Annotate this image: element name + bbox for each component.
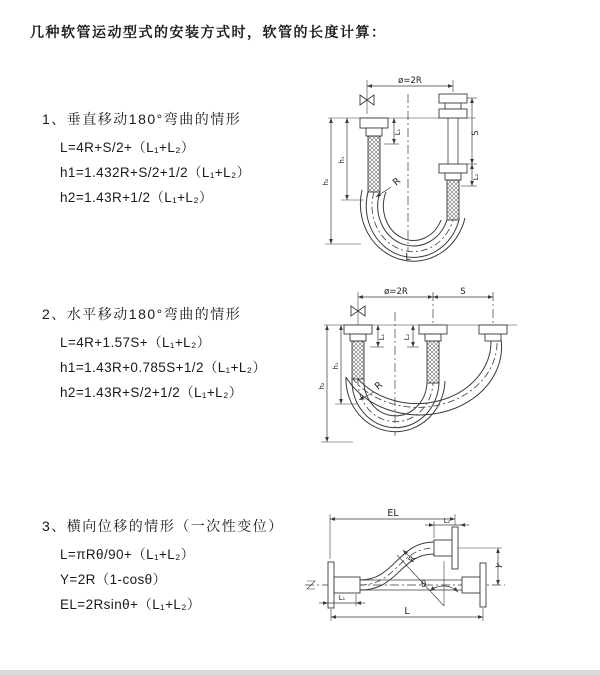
dim-label-l2: L₂: [443, 517, 451, 525]
section-3: [42, 518, 284, 622]
section-1: [42, 111, 251, 215]
diagram-lateral-displacement: [297, 503, 597, 653]
dim-label-h1: h₁: [338, 156, 346, 164]
dim-label-h1: h₁: [332, 362, 340, 370]
dim-label-l1: L₁: [378, 333, 386, 341]
dim-label-span: ø=2R: [398, 76, 422, 86]
page-title: 几种软管运动型式的安装方式时，软管的长度计算：: [30, 24, 387, 40]
diagram-linework: [321, 292, 517, 442]
dim-label-h2: h₂: [318, 382, 326, 390]
braided-hose-section: [352, 341, 364, 379]
dim-label-h2: h₂: [322, 178, 330, 186]
diagram-linework: [325, 80, 477, 261]
dim-label-el: EL: [387, 508, 399, 519]
dim-label-l2: L₂: [403, 333, 411, 341]
formula-line: EL=2Rsinθ+（L₁+L₂）: [60, 597, 201, 612]
formula-line: L=4R+S/2+（L₁+L₂）: [60, 140, 195, 155]
section-1-heading: 1、垂直移动180°弯曲的情形: [42, 111, 242, 127]
braided-hose-section: [368, 136, 380, 192]
diagram-horizontal-180-bend: [312, 284, 597, 452]
hose-drawing-vertical: [314, 70, 586, 264]
formula-line: h1=1.432R+S/2+1/2（L₁+L₂）: [60, 165, 251, 180]
dim-label-l2: L₂: [472, 173, 480, 181]
angle-label: θ: [421, 580, 427, 590]
formula-line: Y=2R（1-cosθ）: [60, 572, 167, 587]
dim-label-l1: L₁: [394, 128, 402, 136]
dim-label-s: S: [460, 287, 466, 297]
diagram-vertical-180-bend: [314, 70, 586, 264]
section-2: [42, 306, 266, 410]
radius-label: R: [406, 554, 419, 565]
formula-line: h2=1.43R+S/2+1/2（L₁+L₂）: [60, 385, 243, 400]
formula-line: L=4R+1.57S+（L₁+L₂）: [60, 335, 211, 350]
braided-hose-section: [447, 180, 459, 220]
dim-label-y: Y: [494, 562, 506, 571]
diagram-linework: [305, 514, 505, 621]
radius-label: R: [372, 379, 385, 393]
page-bottom-edge: [0, 670, 600, 675]
formula-line: h1=1.43R+0.785S+1/2（L₁+L₂）: [60, 360, 267, 375]
dim-label-span: ø=2R: [384, 287, 408, 297]
hose-drawing-horizontal: [312, 284, 597, 452]
valve-icon: [351, 304, 365, 325]
formula-line: h2=1.43R+1/2（L₁+L₂）: [60, 190, 213, 205]
valve-icon: [360, 93, 374, 114]
length-label: L: [405, 252, 411, 263]
section-2-heading: 2、水平移动180°弯曲的情形: [42, 306, 242, 322]
dim-label-l1: L₁: [338, 594, 346, 602]
formula-line: L=πRθ/90+（L₁+L₂）: [60, 547, 195, 562]
section-3-heading: 3、横向位移的情形（一次性变位）: [42, 518, 284, 534]
braided-hose-section: [427, 341, 439, 383]
radius-label: R: [390, 175, 403, 189]
length-label: L: [404, 606, 410, 617]
dim-label-s: S: [471, 130, 481, 136]
hose-drawing-lateral: [297, 503, 597, 653]
